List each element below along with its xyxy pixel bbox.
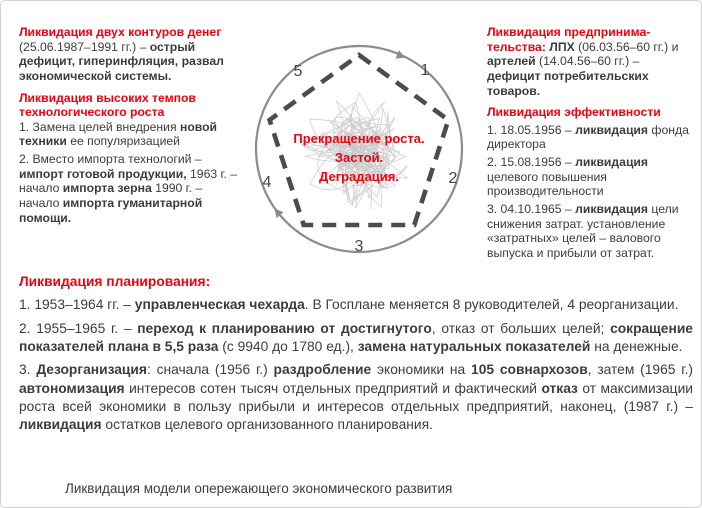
- text-segment: (25.06.1987–1991 гг.) –: [19, 39, 150, 54]
- text-segment: сокращение показателей плана в 5,5 раза: [19, 320, 693, 355]
- pentagon-number-2: 2: [448, 170, 458, 187]
- paragraph-efficiency-item-3: [487, 202, 693, 261]
- text-segment: ее популяризацией: [66, 134, 180, 149]
- text-segment: 1963 г. – начало: [19, 166, 238, 196]
- text-segment: 1. 18.05.1956 –: [487, 122, 576, 137]
- tangle-scribble: [300, 93, 413, 210]
- text-segment: 3. 04.10.1965 –: [487, 202, 576, 217]
- pentagon-number-3: 3: [354, 238, 364, 255]
- pentagon-diagram: [242, 23, 476, 275]
- text-segment: 1. 1953–1964 гг. –: [19, 297, 135, 313]
- text-segment: . В Госплане меняется 8 руководителей, 4 реорганизации.: [304, 297, 679, 313]
- text-segment: Ликвидация предпринимательства:: [487, 25, 651, 54]
- paragraph-efficiency-item-2: [487, 155, 693, 199]
- heading-liquidation-planning: Ликвидация планирования:: [19, 274, 211, 289]
- text-segment: новой техники: [19, 119, 218, 149]
- text-segment: (14.04.56–60 гг.) –: [535, 54, 640, 69]
- text-segment: цели снижения затрат. установление «затратных» целей – валового выпуска и прибыли от затрат.: [487, 202, 679, 260]
- text-segment: Дезорганизация: [36, 362, 147, 378]
- text-segment: 2. 15.08.1956 –: [487, 155, 576, 170]
- text-segment: остатков целевого организованного планирования.: [101, 417, 433, 433]
- text-segment: импорта гуманитарной помощи.: [19, 196, 203, 225]
- paragraph-money-deficit: [19, 40, 241, 84]
- paragraph-planning-3: [19, 361, 693, 434]
- text-segment: ЛПХ: [549, 39, 575, 54]
- left-text-panel: [19, 25, 241, 225]
- text-segment: экономики на: [371, 362, 472, 378]
- tangle-path: [305, 107, 413, 210]
- heading-liquidation-tech-growth: Ликвидация высоких темпов технологического роста: [19, 90, 196, 120]
- paragraph-tech-item-1: [19, 120, 241, 149]
- text-segment: дефицит потребительских товаров.: [487, 68, 649, 98]
- text-segment: 2. 1955–1965 г. –: [19, 320, 138, 336]
- text-segment: острый дефицит, гиперинфляция, развал экономической системы.: [19, 39, 224, 83]
- text-segment: , затем (1965 г.): [587, 362, 693, 378]
- paragraph-planning-1: [19, 296, 693, 314]
- text-segment: ликвидация: [19, 417, 102, 433]
- center-line-1: Прекращение роста.: [293, 131, 425, 146]
- text-segment: ликвидация: [575, 122, 649, 137]
- paragraph-efficiency-item-1: [487, 123, 693, 152]
- text-segment: импорта зерна: [62, 181, 152, 196]
- text-segment: : сначала (1956 г.): [146, 362, 274, 378]
- right-text-panel: [487, 25, 693, 261]
- center-line-2: Застой.: [334, 150, 384, 165]
- text-segment: 1990 г. – начало: [19, 181, 203, 211]
- center-line-3: Деградация.: [319, 169, 399, 184]
- text-segment: целевого повышения производительности: [487, 169, 607, 199]
- text-segment: (06.03.56–60 гг.) и: [574, 39, 679, 54]
- text-segment: артелей: [487, 54, 536, 69]
- text-segment: переход к планированию от достигнутого: [137, 320, 432, 336]
- text-segment: (с 9940 до 1780 ед.),: [218, 339, 358, 355]
- paragraph-planning-2: [19, 320, 693, 357]
- text-segment: 105 совнархозов: [471, 362, 588, 378]
- bottom-text-panel: [19, 273, 693, 435]
- heading-liquidation-money: Ликвидация двух контуров денег: [19, 25, 222, 39]
- text-segment: , отказ от больших целей;: [431, 320, 611, 336]
- text-segment: автономизация: [19, 380, 125, 396]
- text-segment: раздробление: [273, 362, 372, 378]
- text-segment: 1. Замена целей внедрения: [19, 119, 180, 134]
- text-segment: 3.: [19, 362, 37, 378]
- text-segment: от максимизации роста всей экономики в пользу прибыли и интересов отдельных предприятий, наконец, (1987 г.) –: [19, 380, 693, 415]
- pentagon-number-4: 4: [262, 174, 272, 191]
- figure-caption: Ликвидация модели опережающего экономического развития: [65, 481, 453, 496]
- text-segment: управленческая чехарда: [134, 297, 305, 313]
- text-segment: ликвидация: [575, 202, 649, 217]
- text-segment: ликвидация: [575, 155, 649, 170]
- heading-liquidation-efficiency: Ликвидация эффективности: [487, 105, 661, 120]
- diagram-svg: [242, 23, 476, 275]
- pentagon-number-5: 5: [293, 63, 303, 80]
- text-segment: на денежные.: [590, 339, 683, 355]
- text-segment: фонда директора: [487, 122, 689, 152]
- text-segment: замена натуральных показателей: [357, 339, 591, 355]
- pentagon-number-1: 1: [420, 62, 430, 79]
- text-segment: отказ: [541, 380, 578, 396]
- text-segment: интересов сотен тысяч отдельных предприятий и фактический: [124, 380, 542, 396]
- text-segment: 2. Вместо импорта технологий –: [19, 152, 202, 167]
- paragraph-tech-item-2: [19, 152, 241, 225]
- text-segment: импорт готовой продукции,: [19, 166, 187, 181]
- paragraph-entrepreneurship: [487, 25, 693, 98]
